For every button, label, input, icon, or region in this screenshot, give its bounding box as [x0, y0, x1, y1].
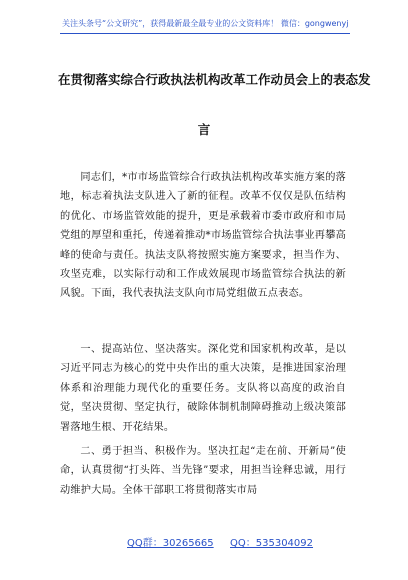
footer-qq-link[interactable]: QQ：535304092: [230, 538, 314, 549]
document-title-line-1: 在贯彻落实综合行政执法机构改革工作动员会上的表态发: [58, 72, 371, 87]
body-paragraph-2: 一、提高站位、坚决落实。深化党和国家机构改革，是以习近平同志为核心的党中央作出的重大决策，是推进国家治理体系和治理能力现代化的重要任务。支队将以高度的政治自觉，坚决贯彻、坚定执行，破除体制机制障碍推动上级决策部署落地生根、开花结果。: [60, 344, 346, 433]
header-divider: [60, 33, 350, 34]
header-banner: 关注头条号“公文研究”，获得最新最全最专业的公文资料库！ 微信：gongwenyj: [62, 19, 349, 28]
footer-qq-group-link[interactable]: QQ群：30265665: [127, 538, 214, 549]
body-paragraph-1: 同志们，*市市场监管综合行政执法机构改革实施方案的落地，标志着执法支队进入了新的征程。改革不仅仅是队伍结构的优化、市场监管效能的提升，更是承载着市委市政府和市局党组的厚望和重托，传递着推动*市场监管综合执法事业再攀高峰的使命与责任。执法支队将按照实施方案要求，担当作为、攻坚克难，以实际行动和工作成效展现市场监管综合执法的新风貌。下面，我代表执法支队向市局党组做五点表态。: [60, 172, 346, 300]
body-paragraph-3: 二、勇于担当、积极作为。坚决扛起“走在前、开新局”使命，认真贯彻“打头阵、当先锋”要求，用担当诠释忠诚，用行动维护大局。全体干部职工将贯彻落实市局: [60, 446, 346, 496]
document-title-line-2: 言: [197, 122, 211, 137]
